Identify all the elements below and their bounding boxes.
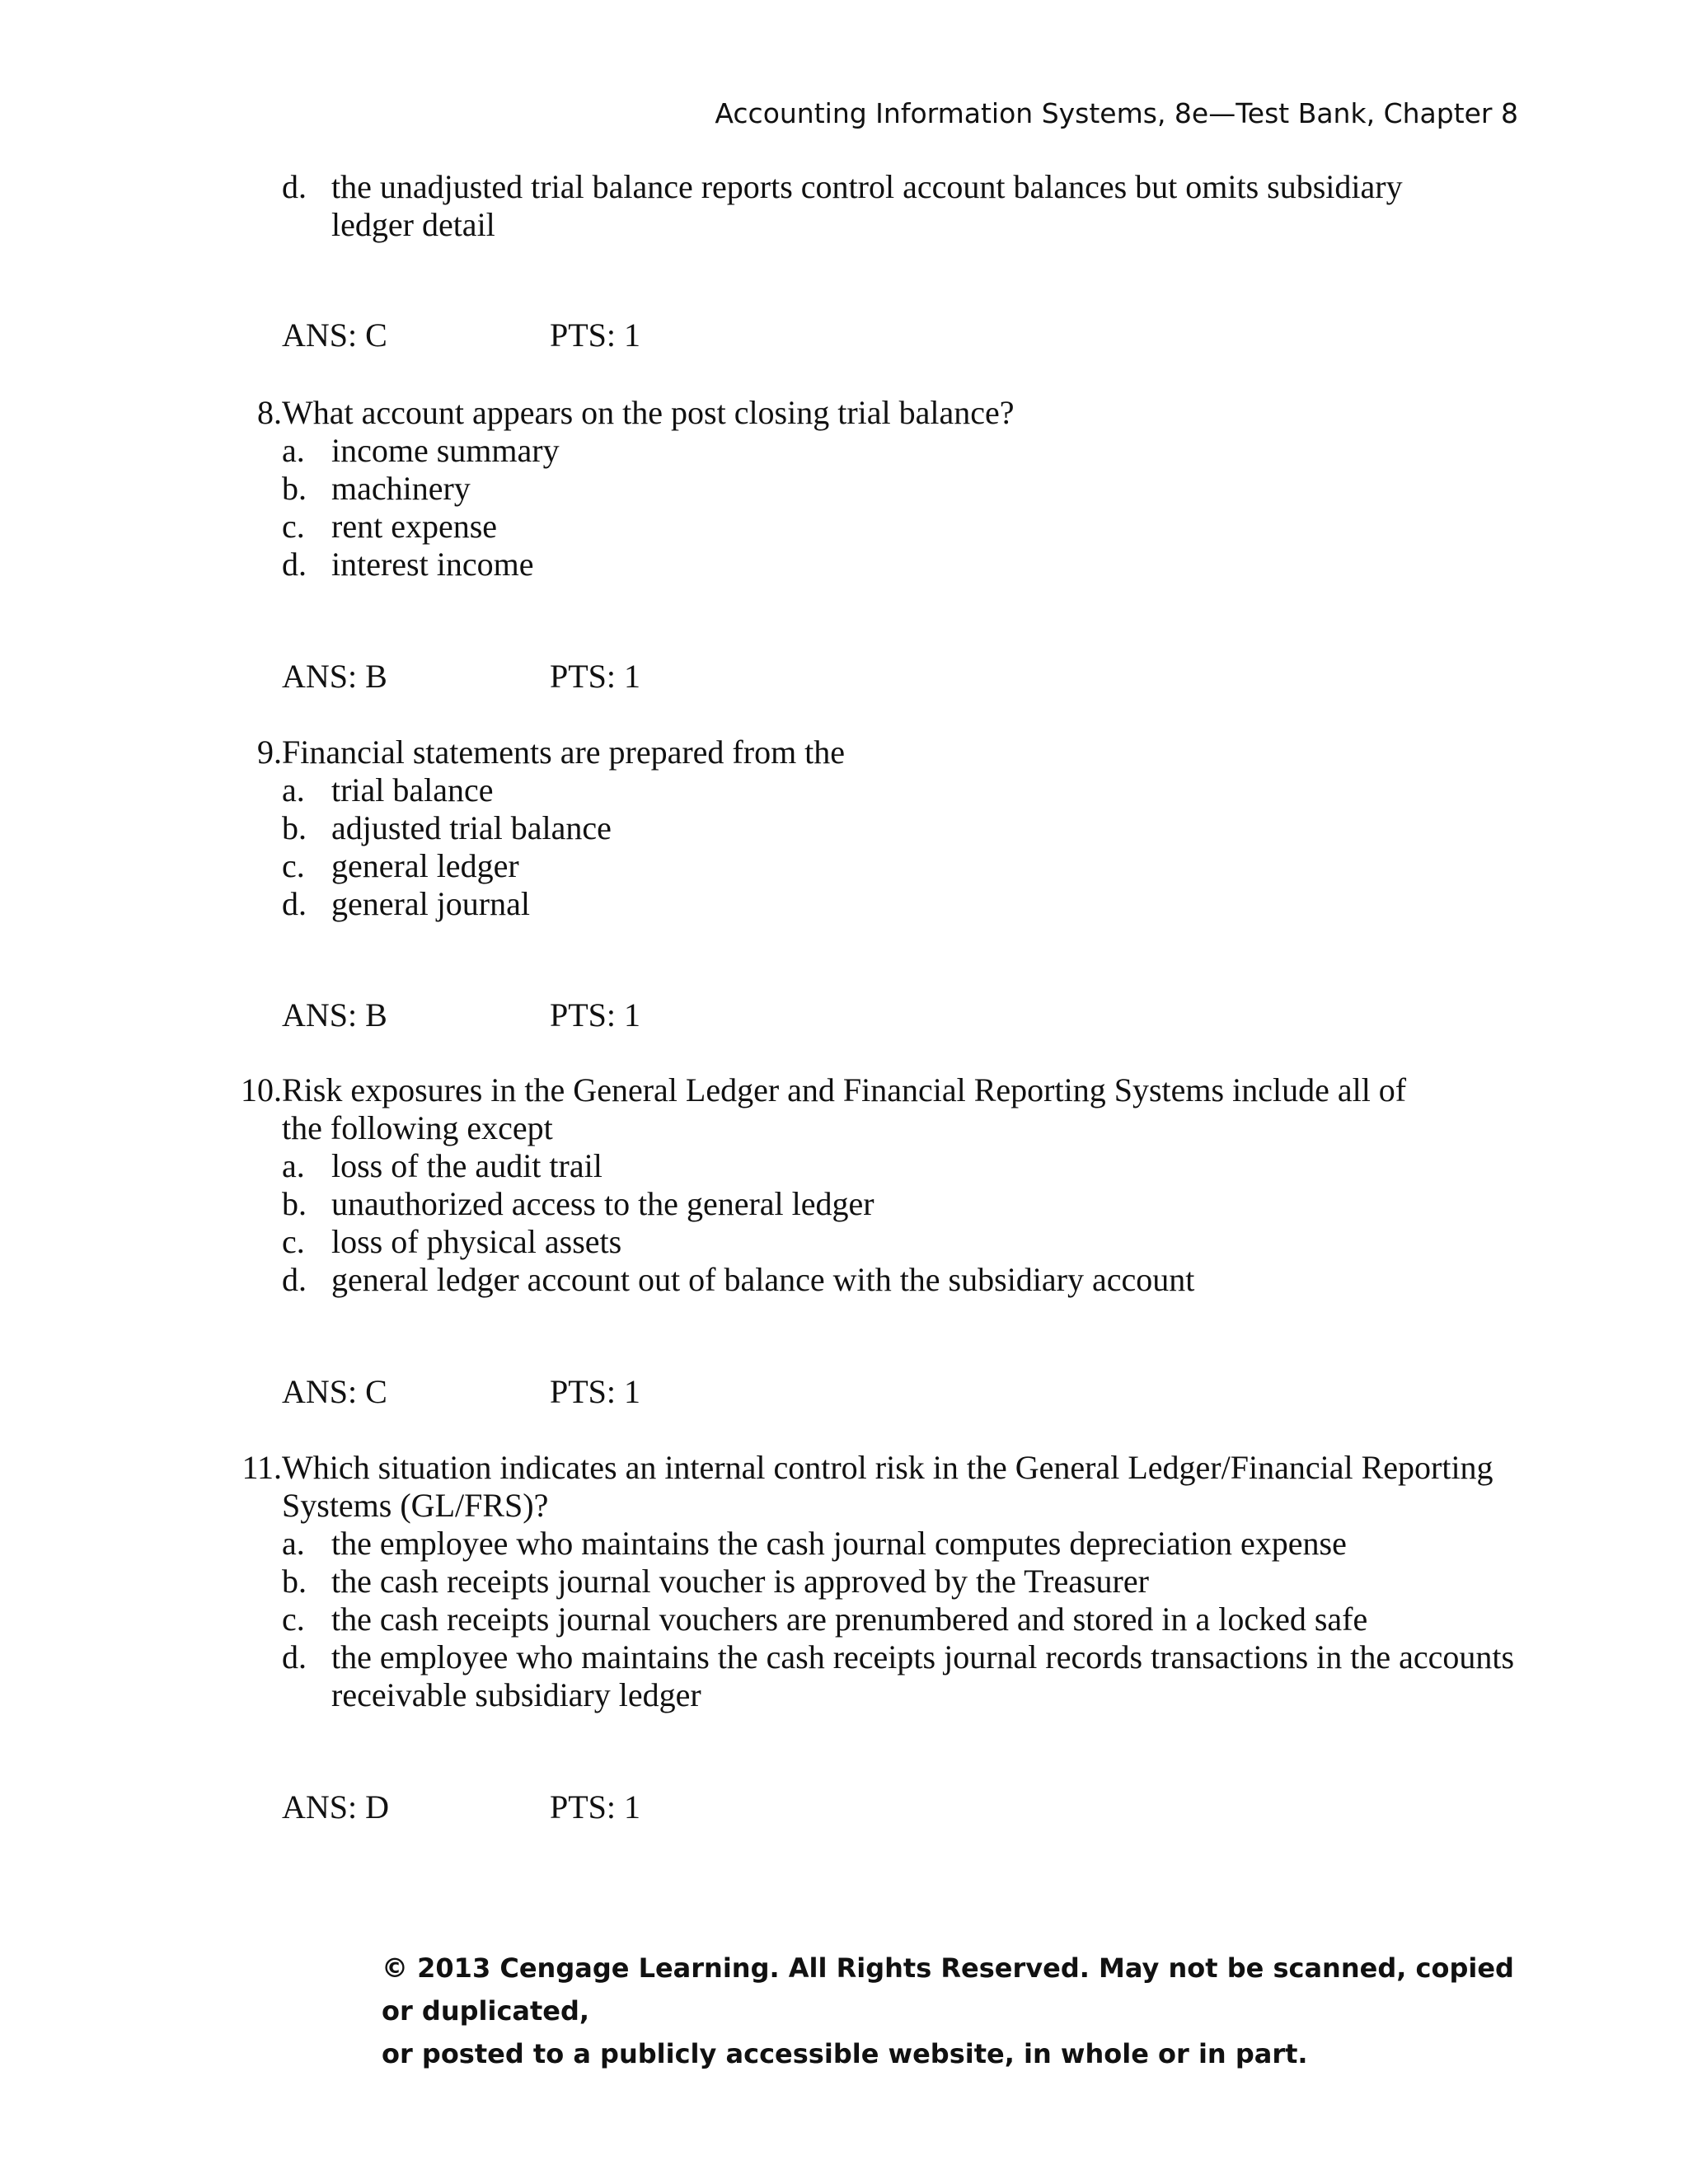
question-8 xyxy=(198,394,1517,583)
answer-label: ANS: C xyxy=(282,1373,387,1410)
option-b: b. adjusted trial balance xyxy=(282,809,612,846)
question-stem: Which situation indicates an internal control risk in the General Ledger/Financial Reporting Systems (GL/FRS)? xyxy=(282,1449,1493,1524)
answer-label: ANS: D xyxy=(282,1788,390,1825)
question-stem: What account appears on the post closing trial balance? xyxy=(282,394,1015,431)
option-c: c. general ledger xyxy=(282,847,519,884)
option-b: b. unauthorized access to the general ledger xyxy=(282,1185,874,1222)
option-list xyxy=(282,771,1517,923)
points-label: PTS: 1 xyxy=(550,1788,641,1825)
option-c: c. loss of physical assets xyxy=(282,1223,622,1260)
points-label: PTS: 1 xyxy=(550,996,641,1033)
question-number: 9. xyxy=(257,733,282,771)
option-c: c. rent expense xyxy=(282,508,498,545)
option-list xyxy=(282,1525,1517,1714)
points-label: PTS: 1 xyxy=(550,1373,641,1410)
question-number: 11. xyxy=(241,1449,282,1486)
option-d: d. general journal xyxy=(282,885,530,922)
points-label: PTS: 1 xyxy=(550,658,641,695)
option-d: d. interest income xyxy=(282,546,534,583)
option-text: the unadjusted trial balance reports control account balances but omits subsidiary ledger detail xyxy=(331,168,1403,243)
option-a: a. the employee who maintains the cash journal computes depreciation expense xyxy=(282,1525,1347,1562)
question-number: 10. xyxy=(241,1071,282,1108)
option-b: b. the cash receipts journal voucher is approved by the Treasurer xyxy=(282,1563,1149,1600)
copyright-footer xyxy=(382,1947,1536,2075)
option-row xyxy=(282,168,1436,244)
option-a: a. income summary xyxy=(282,432,560,469)
question-10 xyxy=(198,1071,1517,1299)
continued-option xyxy=(282,168,1436,244)
option-list xyxy=(282,432,1517,583)
option-d: d. the employee who maintains the cash receipts journal records transactions in the accounts receivable subsidiary ledger xyxy=(282,1638,1515,1713)
question-stem: Risk exposures in the General Ledger and Financial Reporting Systems include all of the following except xyxy=(282,1071,1407,1146)
footer-line-2: or posted to a publicly accessible website, in whole or in part. xyxy=(382,2038,1308,2069)
option-letter: d. xyxy=(282,168,307,205)
option-a: a. trial balance xyxy=(282,771,494,808)
answer-row xyxy=(282,996,640,1034)
option-d: d. general ledger account out of balance with the subsidiary account xyxy=(282,1261,1195,1298)
page-header: Accounting Information Systems, 8e—Test Bank, Chapter 8 xyxy=(715,97,1518,129)
question-number: 8. xyxy=(257,394,282,431)
option-c: c. the cash receipts journal vouchers are prenumbered and stored in a locked safe xyxy=(282,1601,1368,1638)
question-stem: Financial statements are prepared from the xyxy=(282,733,846,771)
option-b: b. machinery xyxy=(282,470,471,507)
option-list xyxy=(282,1147,1517,1299)
points-label: PTS: 1 xyxy=(550,316,641,354)
answer-label: ANS: B xyxy=(282,996,387,1033)
question-11 xyxy=(198,1449,1517,1714)
option-a: a. loss of the audit trail xyxy=(282,1147,603,1184)
answer-label: ANS: B xyxy=(282,658,387,695)
question-9 xyxy=(198,733,1517,923)
answer-row xyxy=(282,1788,640,1826)
answer-row xyxy=(282,316,640,354)
answer-row xyxy=(282,1373,640,1411)
answer-label: ANS: C xyxy=(282,316,387,354)
footer-line-1: © 2013 Cengage Learning. All Rights Reserved. May not be scanned, copied or duplicated, xyxy=(382,1952,1514,2027)
answer-row xyxy=(282,658,640,696)
